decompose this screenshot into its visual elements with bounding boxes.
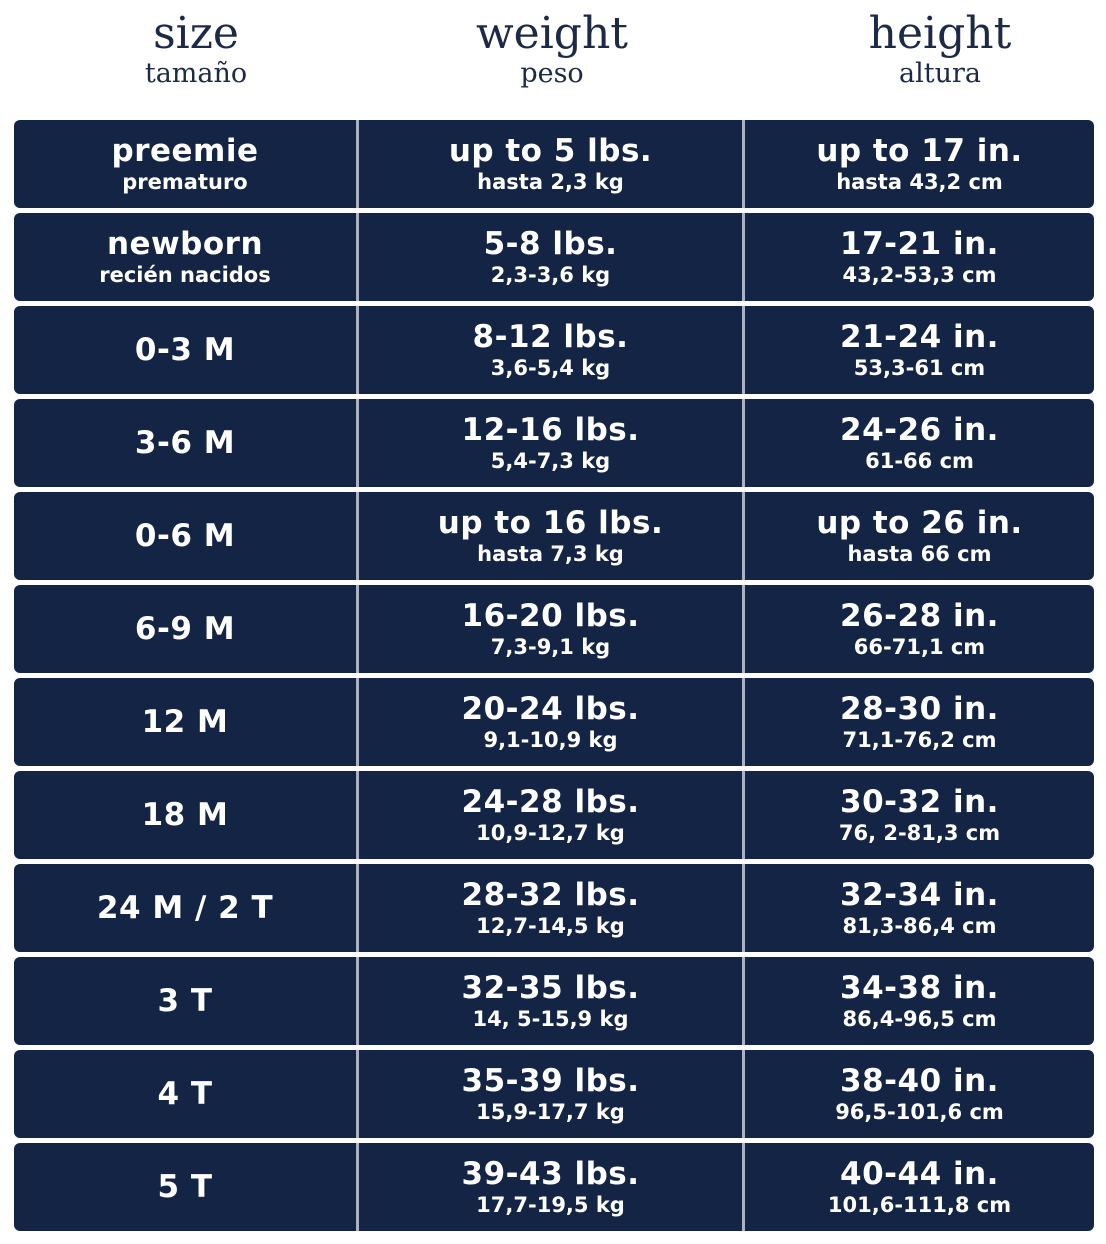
header-size-label-es: tamaño <box>144 58 248 89</box>
weight-secondary: 9,1-10,9 kg <box>483 728 618 752</box>
weight-secondary: 14, 5-15,9 kg <box>472 1007 629 1031</box>
height-secondary: 43,2-53,3 cm <box>842 263 997 287</box>
height-secondary: 53,3-61 cm <box>853 356 986 380</box>
height-cell <box>742 771 1094 859</box>
size-cell <box>14 864 356 952</box>
header-size-label: size <box>153 8 239 59</box>
weight-value: 39-43 lbs. <box>461 1156 640 1192</box>
size-value: 0-3 M <box>134 332 236 368</box>
height-value: 34-38 in. <box>840 970 999 1006</box>
size-cell <box>14 585 356 673</box>
height-cell <box>742 957 1094 1045</box>
weight-cell <box>356 213 742 301</box>
height-cell <box>742 399 1094 487</box>
weight-cell <box>356 771 742 859</box>
height-cell <box>742 120 1094 208</box>
header-weight-label-es: peso <box>520 58 584 89</box>
height-value: 21-24 in. <box>840 319 999 355</box>
table-row <box>14 864 1094 952</box>
weight-value: 20-24 lbs. <box>461 691 640 727</box>
size-cell <box>14 771 356 859</box>
weight-value: up to 16 lbs. <box>437 505 664 541</box>
size-value: 0-6 M <box>134 518 236 554</box>
weight-secondary: 17,7-19,5 kg <box>476 1193 625 1217</box>
size-value: 6-9 M <box>134 611 236 647</box>
height-cell <box>742 306 1094 394</box>
header-weight-label: weight <box>476 8 628 59</box>
table-row <box>14 1143 1094 1231</box>
weight-cell <box>356 864 742 952</box>
size-cell <box>14 492 356 580</box>
weight-value: up to 5 lbs. <box>448 133 653 169</box>
height-value: 38-40 in. <box>840 1063 999 1099</box>
size-secondary: prematuro <box>122 170 248 194</box>
height-secondary: 81,3-86,4 cm <box>842 914 997 938</box>
height-secondary: 76, 2-81,3 cm <box>838 821 1001 845</box>
weight-secondary: 3,6-5,4 kg <box>490 356 611 380</box>
size-cell <box>14 678 356 766</box>
height-secondary: 86,4-96,5 cm <box>842 1007 997 1031</box>
height-value: 28-30 in. <box>840 691 999 727</box>
weight-secondary: 12,7-14,5 kg <box>476 914 625 938</box>
weight-cell <box>356 1050 742 1138</box>
size-value: newborn <box>106 226 264 262</box>
weight-value: 32-35 lbs. <box>461 970 640 1006</box>
header-height-label: height <box>868 8 1012 59</box>
height-cell <box>742 213 1094 301</box>
weight-secondary: hasta 7,3 kg <box>477 542 624 566</box>
size-cell <box>14 120 356 208</box>
table-row <box>14 492 1094 580</box>
header-height-label-es: altura <box>899 58 981 89</box>
weight-value: 5-8 lbs. <box>483 226 618 262</box>
height-secondary: 96,5-101,6 cm <box>835 1100 1004 1124</box>
weight-value: 12-16 lbs. <box>461 412 640 448</box>
weight-cell <box>356 585 742 673</box>
table-row <box>14 585 1094 673</box>
table-row <box>14 120 1094 208</box>
height-secondary: hasta 66 cm <box>847 542 992 566</box>
height-cell <box>742 492 1094 580</box>
size-value: 3 T <box>157 983 213 1019</box>
header-weight <box>362 8 742 88</box>
table-row <box>14 306 1094 394</box>
table-row <box>14 957 1094 1045</box>
height-secondary: 61-66 cm <box>865 449 974 473</box>
size-cell <box>14 213 356 301</box>
height-secondary: hasta 43,2 cm <box>836 170 1003 194</box>
weight-cell <box>356 492 742 580</box>
table-header <box>0 0 1106 118</box>
weight-cell <box>356 399 742 487</box>
height-value: 17-21 in. <box>840 226 999 262</box>
height-secondary: 101,6-111,8 cm <box>827 1193 1012 1217</box>
height-value: up to 17 in. <box>816 133 1023 169</box>
height-secondary: 71,1-76,2 cm <box>842 728 997 752</box>
size-cell <box>14 1050 356 1138</box>
height-value: 40-44 in. <box>840 1156 999 1192</box>
weight-value: 24-28 lbs. <box>461 784 640 820</box>
height-cell <box>742 1050 1094 1138</box>
size-value: 18 M <box>141 797 229 833</box>
size-value: 24 M / 2 T <box>96 890 274 926</box>
height-value: up to 26 in. <box>816 505 1023 541</box>
weight-value: 28-32 lbs. <box>461 877 640 913</box>
weight-cell <box>356 120 742 208</box>
height-cell <box>742 864 1094 952</box>
size-value: 3-6 M <box>134 425 236 461</box>
weight-secondary: 5,4-7,3 kg <box>490 449 611 473</box>
weight-value: 16-20 lbs. <box>461 598 640 634</box>
table-row <box>14 678 1094 766</box>
weight-value: 8-12 lbs. <box>472 319 629 355</box>
size-value: preemie <box>111 133 259 169</box>
table-row <box>14 771 1094 859</box>
weight-cell <box>356 957 742 1045</box>
height-value: 26-28 in. <box>840 598 999 634</box>
weight-cell <box>356 678 742 766</box>
size-secondary: recién nacidos <box>99 263 271 287</box>
size-cell <box>14 399 356 487</box>
size-value: 5 T <box>157 1169 213 1205</box>
height-value: 30-32 in. <box>840 784 999 820</box>
height-secondary: 66-71,1 cm <box>853 635 986 659</box>
header-size <box>56 8 336 88</box>
weight-value: 35-39 lbs. <box>461 1063 640 1099</box>
header-height <box>748 8 1106 88</box>
weight-cell <box>356 1143 742 1231</box>
height-value: 24-26 in. <box>840 412 999 448</box>
table-row <box>14 1050 1094 1138</box>
weight-cell <box>356 306 742 394</box>
size-cell <box>14 1143 356 1231</box>
size-value: 12 M <box>141 704 229 740</box>
weight-secondary: 2,3-3,6 kg <box>490 263 611 287</box>
size-chart-rows <box>14 120 1094 1236</box>
height-cell <box>742 678 1094 766</box>
size-cell <box>14 306 356 394</box>
size-cell <box>14 957 356 1045</box>
weight-secondary: hasta 2,3 kg <box>477 170 624 194</box>
table-row <box>14 399 1094 487</box>
height-cell <box>742 585 1094 673</box>
weight-secondary: 10,9-12,7 kg <box>476 821 625 845</box>
weight-secondary: 15,9-17,7 kg <box>476 1100 625 1124</box>
height-cell <box>742 1143 1094 1231</box>
height-value: 32-34 in. <box>840 877 999 913</box>
table-row <box>14 213 1094 301</box>
size-value: 4 T <box>157 1076 213 1112</box>
weight-secondary: 7,3-9,1 kg <box>490 635 611 659</box>
